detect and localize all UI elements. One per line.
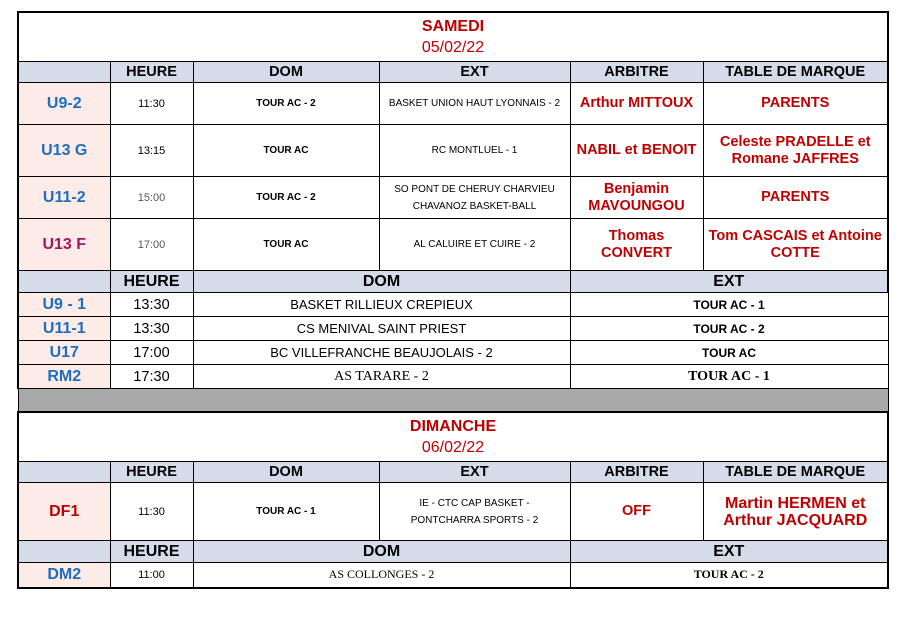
table-row [18,125,888,177]
header-dom: DOM [193,541,570,563]
saturday-day: SAMEDI [421,18,485,35]
game-time: 17:00 [110,219,193,271]
game-time: 17:30 [110,365,193,389]
header-table: TABLE DE MARQUE [703,62,888,83]
scorer-table: Martin HERMEN et Arthur JACQUARD [703,483,888,541]
team-label: U11-1 [18,317,110,341]
game-time: 13:30 [110,317,193,341]
sunday-home-header [18,462,888,483]
separator-bar [18,389,888,413]
team-label: U13 F [18,219,110,271]
home-team: TOUR AC [193,125,379,177]
header-dom: DOM [193,462,379,483]
header-ext: EXT [379,62,570,83]
header-table: TABLE DE MARQUE [703,462,888,483]
away-team: TOUR AC - 2 [570,317,888,341]
home-team: AS COLLONGES - 2 [193,563,570,588]
saturday-title-row [18,12,888,62]
game-time: 11:00 [110,563,193,588]
team-label: DM2 [18,563,110,588]
away-team: TOUR AC [570,341,888,365]
away-team: TOUR AC - 1 [570,293,888,317]
sunday-date: 06/02/22 [421,439,485,456]
home-team: TOUR AC - 2 [193,83,379,125]
game-time: 13:30 [110,293,193,317]
table-row [18,563,888,588]
table-row [18,483,888,541]
game-time: 13:15 [110,125,193,177]
scorer-table: PARENTS [703,177,888,219]
referee: OFF [570,483,703,541]
scorer-table: Tom CASCAIS et Antoine COTTE [703,219,888,271]
table-row [18,83,888,125]
team-label: RM2 [18,365,110,389]
referee: Thomas CONVERT [570,219,703,271]
table-row [18,293,888,317]
game-time: 11:30 [110,83,193,125]
away-team: IE - CTC CAP BASKET - PONTCHARRA SPORTS - 2 [379,483,570,541]
header-dom: DOM [193,62,379,83]
referee: Benjamin MAVOUNGOU [570,177,703,219]
table-row [18,219,888,271]
home-team: TOUR AC [193,219,379,271]
home-team: TOUR AC - 2 [193,177,379,219]
table-row [18,177,888,219]
header-heure: HEURE [110,541,193,563]
team-label: U17 [18,341,110,365]
header-heure: HEURE [110,271,193,293]
header-arbitre: ARBITRE [570,462,703,483]
away-team: AL CALUIRE ET CUIRE - 2 [379,219,570,271]
sunday-title-row [18,412,888,462]
scorer-table: Celeste PRADELLE et Romane JAFFRES [703,125,888,177]
team-label: U11-2 [18,177,110,219]
referee: Arthur MITTOUX [570,83,703,125]
header-dom: DOM [193,271,570,293]
team-label: U13 G [18,125,110,177]
sunday-away-header [18,541,888,563]
table-row [18,365,888,389]
home-team: AS TARARE - 2 [193,365,570,389]
home-team: TOUR AC - 1 [193,483,379,541]
team-label: DF1 [18,483,110,541]
header-blank [18,271,110,293]
table-row [18,341,888,365]
header-ext: EXT [379,462,570,483]
header-blank [18,541,110,563]
home-team: CS MENIVAL SAINT PRIEST [193,317,570,341]
header-heure: HEURE [110,462,193,483]
header-ext: EXT [570,541,888,563]
scorer-table: PARENTS [703,83,888,125]
home-team: BC VILLEFRANCHE BEAUJOLAIS - 2 [193,341,570,365]
header-blank [18,62,110,83]
header-ext: EXT [570,271,888,293]
saturday-title [18,12,888,62]
referee: NABIL et BENOIT [570,125,703,177]
sunday-title [18,412,888,462]
game-time: 11:30 [110,483,193,541]
away-team: TOUR AC - 1 [570,365,888,389]
day-separator [18,389,888,413]
header-arbitre: ARBITRE [570,62,703,83]
team-label: U9-2 [18,83,110,125]
away-team: TOUR AC - 2 [570,563,888,588]
header-blank [18,462,110,483]
game-time: 15:00 [110,177,193,219]
saturday-date: 05/02/22 [421,39,485,56]
away-team: SO PONT DE CHERUY CHARVIEU CHAVANOZ BASKET-BALL [379,177,570,219]
schedule-sheet [17,11,887,589]
team-label: U9 - 1 [18,293,110,317]
game-time: 17:00 [110,341,193,365]
table-row [18,317,888,341]
saturday-away-header [18,271,888,293]
away-team: BASKET UNION HAUT LYONNAIS - 2 [379,83,570,125]
header-heure: HEURE [110,62,193,83]
away-team: RC MONTLUEL - 1 [379,125,570,177]
saturday-home-header [18,62,888,83]
schedule-table [17,11,889,589]
home-team: BASKET RILLIEUX CREPIEUX [193,293,570,317]
sunday-day: DIMANCHE [409,418,497,435]
